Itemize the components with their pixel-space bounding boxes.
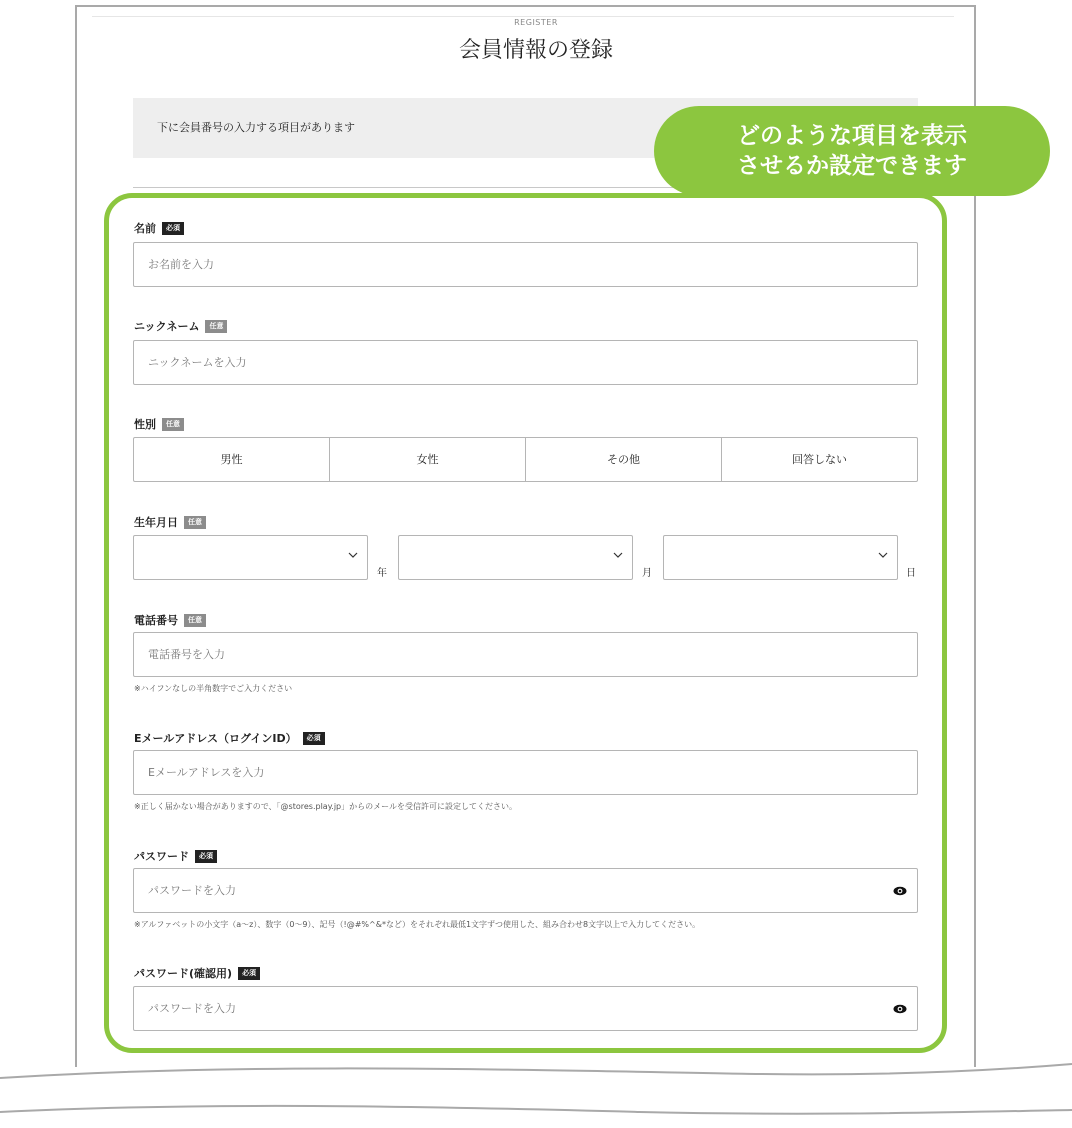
name-label-text: 名前 [134, 222, 156, 235]
callout-line-1: どのような項目を表示 [737, 123, 967, 149]
gender-option-female[interactable]: 女性 [330, 438, 526, 481]
page-title: 会員情報の登録 [458, 38, 613, 63]
email-label-text: Eメールアドレス（ログインID） [134, 732, 297, 745]
gender-option-male[interactable]: 男性 [134, 438, 330, 481]
birthday-label-text: 生年月日 [134, 516, 178, 529]
optional-badge: 任意 [184, 614, 206, 627]
required-badge: 必須 [162, 222, 184, 235]
page-kicker: REGISTER [514, 18, 558, 27]
password-confirm-placeholder: パスワードを入力 [148, 1002, 236, 1015]
password-confirm-label [134, 965, 260, 981]
chevron-down-icon [348, 551, 358, 559]
password-confirm-input[interactable] [133, 986, 918, 1031]
email-placeholder: Eメールアドレスを入力 [148, 766, 265, 779]
required-badge: 必須 [195, 850, 217, 863]
day-unit: 日 [906, 568, 916, 579]
name-placeholder: お名前を入力 [148, 258, 214, 271]
nickname-placeholder: ニックネームを入力 [148, 356, 247, 369]
password-placeholder: パスワードを入力 [148, 884, 236, 897]
password-label-text: パスワード [134, 850, 189, 863]
eye-icon[interactable] [893, 884, 907, 898]
phone-hint: ※ハイフンなしの半角数字でご入力ください [134, 684, 293, 693]
page-cut-wave [0, 1040, 1072, 1128]
chevron-down-icon [878, 551, 888, 559]
email-label [134, 730, 325, 746]
phone-label-text: 電話番号 [134, 614, 178, 627]
birth-day-select[interactable] [663, 535, 898, 580]
optional-badge: 任意 [205, 320, 227, 333]
birth-month-select[interactable] [398, 535, 633, 580]
birth-year-select[interactable] [133, 535, 368, 580]
nickname-label-text: ニックネーム [134, 320, 200, 333]
callout-line-2: させるか設定できます [737, 153, 967, 179]
gender-option-other[interactable]: その他 [526, 438, 722, 481]
optional-badge: 任意 [162, 418, 184, 431]
phone-input[interactable] [133, 632, 918, 677]
gender-label [134, 416, 184, 432]
notice-text: 下に会員番号の入力する項目があります [157, 121, 355, 134]
month-unit: 月 [642, 568, 652, 579]
nickname-label [134, 318, 227, 334]
password-input[interactable] [133, 868, 918, 913]
optional-badge: 任意 [184, 516, 206, 529]
email-input[interactable] [133, 750, 918, 795]
callout-bubble [654, 106, 1050, 196]
chevron-down-icon [613, 551, 623, 559]
name-input[interactable] [133, 242, 918, 287]
phone-label [134, 612, 206, 628]
gender-selector [133, 437, 918, 482]
top-divider [92, 16, 954, 17]
nickname-input[interactable] [133, 340, 918, 385]
email-hint: ※正しく届かない場合がありますので、「@stores.play.jp」からのメールを受信許可に設定してください。 [134, 802, 517, 811]
birthday-label [134, 514, 206, 530]
required-badge: 必須 [238, 967, 260, 980]
year-unit: 年 [377, 568, 387, 579]
password-confirm-label-text: パスワード(確認用) [134, 967, 233, 980]
required-badge: 必須 [303, 732, 325, 745]
eye-icon[interactable] [893, 1002, 907, 1016]
name-label [134, 220, 184, 236]
password-hint: ※アルファベットの小文字（a〜z）、数字（0〜9）、記号（!@#%^&*など）をそれぞれ最低1文字ずつ使用した、組み合わせ8文字以上で入力してください。 [134, 920, 701, 929]
phone-placeholder: 電話番号を入力 [148, 648, 225, 661]
gender-label-text: 性別 [134, 418, 156, 431]
gender-option-no-answer[interactable]: 回答しない [792, 453, 847, 466]
password-label [134, 848, 217, 864]
